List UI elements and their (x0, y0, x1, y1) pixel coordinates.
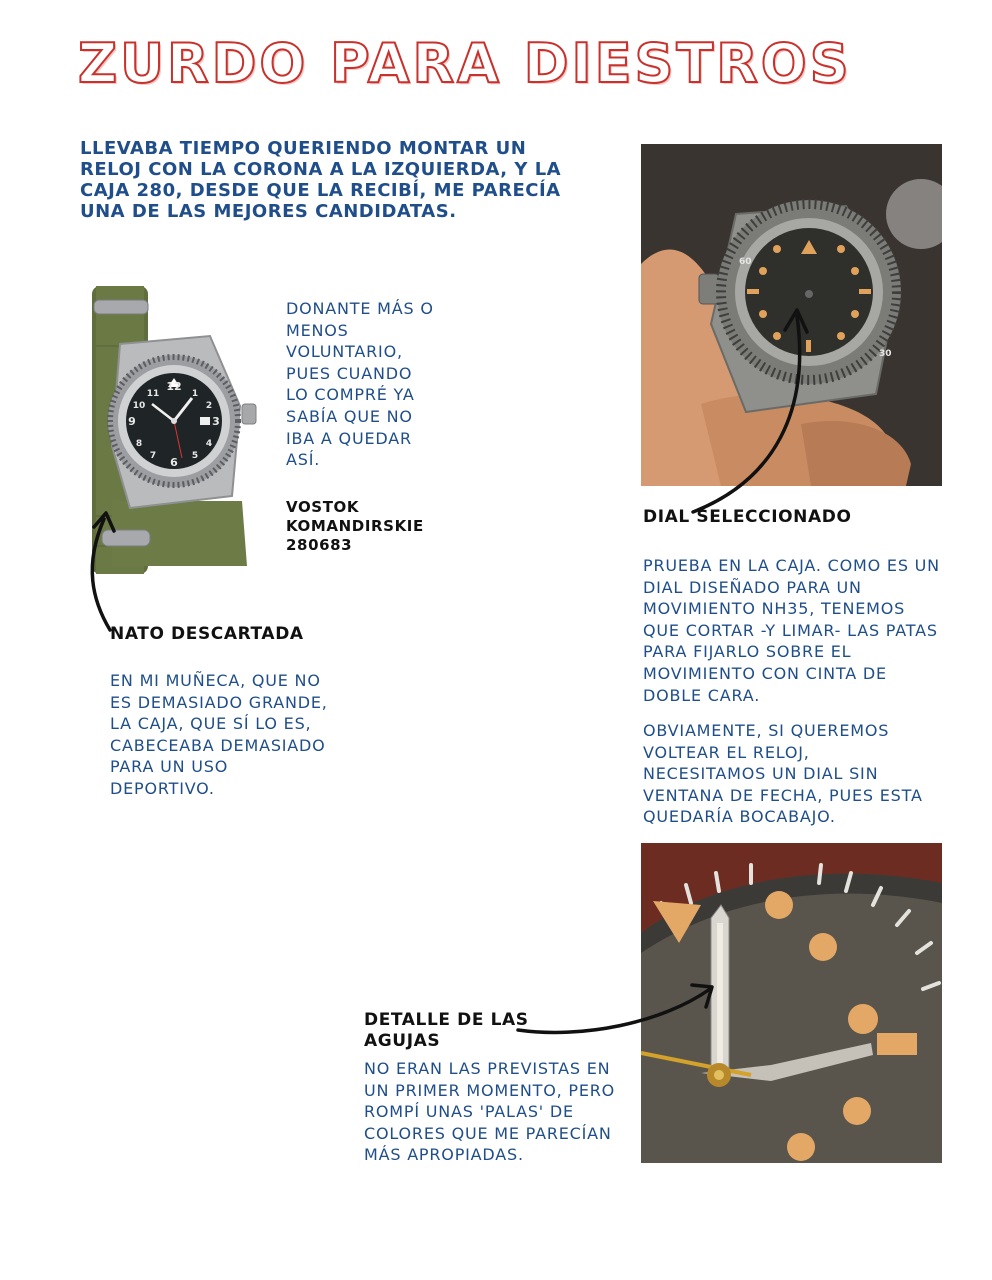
dial-numeral: 12 (166, 380, 182, 393)
svg-text:8: 8 (135, 439, 143, 449)
nato-heading: NATO DESCARTADA (110, 624, 304, 644)
arrow-to-watch (82, 505, 142, 635)
svg-text:6: 6 (170, 456, 178, 469)
svg-text:7: 7 (149, 451, 157, 461)
svg-text:5: 5 (191, 451, 199, 461)
dial-heading: DIAL SELECCIONADO (643, 507, 852, 527)
svg-text:60: 60 (739, 257, 752, 267)
donor-model-label: VOSTOK KOMANDIRSKIE 280683 (286, 498, 424, 554)
arrow-to-hands (512, 975, 722, 1045)
svg-text:1: 1 (191, 389, 199, 399)
svg-text:2: 2 (205, 401, 213, 411)
svg-text:9: 9 (128, 415, 136, 428)
hands-heading: DETALLE DE LAS AGUJAS (364, 1010, 529, 1051)
page-title: ZURDO PARA DIESTROS (78, 32, 852, 95)
svg-text:4: 4 (205, 439, 213, 449)
svg-text:10: 10 (132, 401, 146, 411)
intro-paragraph: LLEVABA TIEMPO QUERIENDO MONTAR UN RELOJ CON LA CORONA A LA IZQUIERDA, Y LA CAJA 280, DESDE QUE LA RECIBÍ, ME PARECÍA UNA DE LAS MEJORES CANDIDATAS. (80, 138, 562, 222)
arrow-to-dial (675, 300, 815, 520)
hands-body: NO ERAN LAS PREVISTAS EN UN PRIMER MOMENTO, PERO ROMPÍ UNAS 'PALAS' DE COLORES QUE ME PARECÍAN MÁS APROPIADAS. (364, 1059, 616, 1165)
svg-text:3: 3 (212, 415, 220, 428)
nato-body: EN MI MUÑECA, QUE NO ES DEMASIADO GRANDE, LA CAJA, QUE SÍ LO ES, CABECEABA DEMASIADO PARA UN USO DEPORTIVO. (110, 671, 328, 798)
dial-body-2: OBVIAMENTE, SI QUEREMOS VOLTEAR EL RELOJ, NECESITAMOS UN DIAL SIN VENTANA DE FECHA, PUES ESTA QUEDARÍA BOCABAJO. (643, 721, 923, 827)
donor-caption: DONANTE MÁS O MENOS VOLUNTARIO, PUES CUANDO LO COMPRÉ YA SABÍA QUE NO IBA A QUEDAR ASÍ. (286, 299, 434, 470)
svg-text:30: 30 (879, 349, 892, 359)
dial-body-1: PRUEBA EN LA CAJA. COMO ES UN DIAL DISEÑADO PARA UN MOVIMIENTO NH35, TENEMOS QUE CORTAR -Y LIMAR- LAS PATAS PARA FIJARLO SOBRE EL MOVIMIENTO CON CINTA DE DOBLE CARA. (643, 556, 940, 705)
svg-text:11: 11 (146, 389, 160, 399)
